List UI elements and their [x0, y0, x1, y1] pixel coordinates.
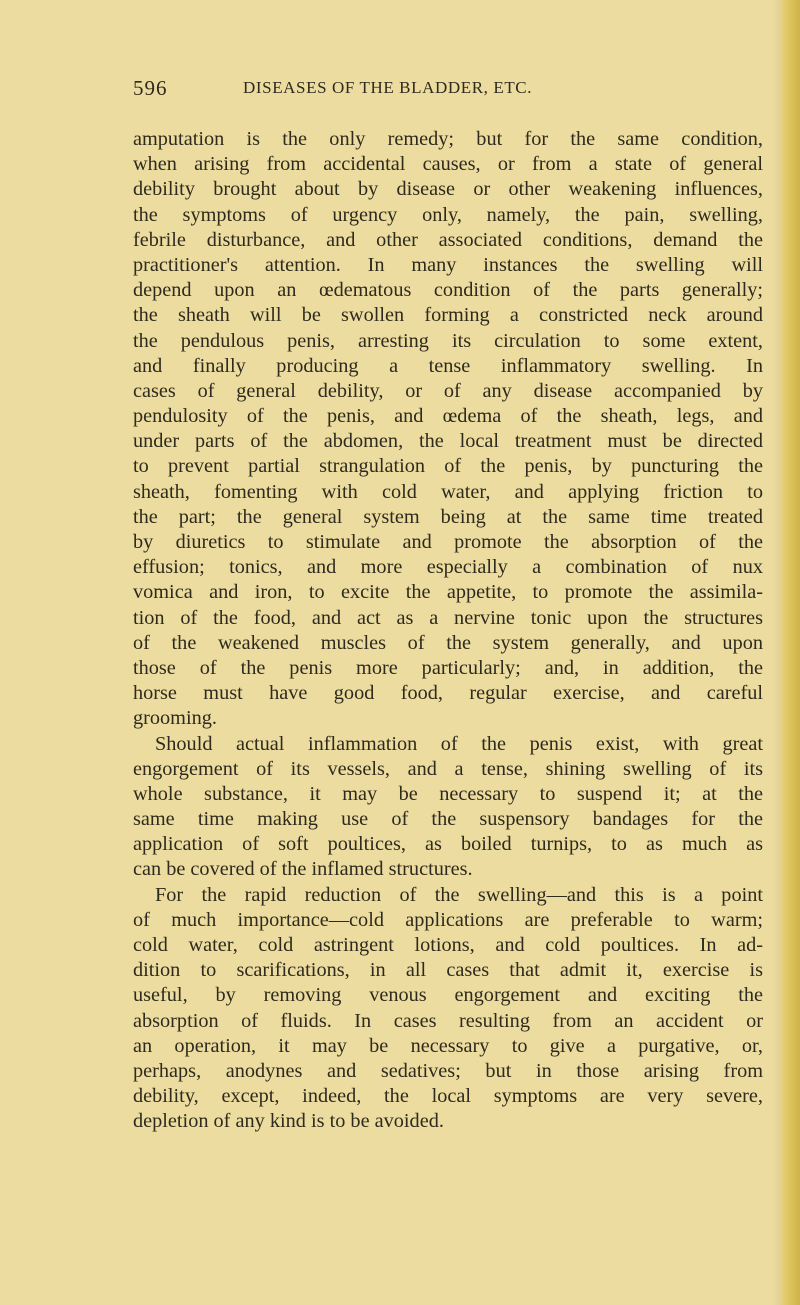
text-line: amputation is the only remedy; but for the same condition, [133, 128, 763, 150]
page-edge [782, 0, 800, 1305]
text-line: to prevent partial strangulation of the penis, by puncturing the [133, 455, 763, 478]
text-line: cases of general debility, or of any disease accompanied by [133, 379, 763, 402]
text-line: and finally producing a tense inflammatory swelling. In [133, 354, 763, 377]
text-line: same time making use of the suspensory bandages for the [133, 808, 763, 831]
text-line: vomica and iron, to excite the appetite, to promote the assimila- [133, 581, 763, 604]
text-line: those of the penis more particularly; and, in addition, the [133, 656, 763, 679]
text-line: an operation, it may be necessary to give a purgative, or, [133, 1034, 763, 1057]
text-line: effusion; tonics, and more especially a combination of nux [133, 556, 763, 579]
text-line: For the rapid reduction of the swelling—and this is a point [155, 883, 763, 906]
text-line: the symptoms of urgency only, namely, the pain, swelling, [133, 203, 763, 226]
text-line: by diuretics to stimulate and promote the absorption of the [133, 531, 763, 553]
text-line: absorption of fluids. In cases resulting from an accident or [133, 1009, 763, 1032]
paragraph [133, 883, 763, 1135]
text-line: can be covered of the inflamed structures. [133, 858, 473, 881]
text-line: pendulosity of the penis, and œdema of the sheath, legs, and [133, 405, 763, 428]
text-line: perhaps, anodynes and sedatives; but in those arising from [133, 1059, 763, 1082]
text-line: debility, except, indeed, the local symptoms are very severe, [133, 1085, 763, 1108]
text-line: depend upon an œdematous condition of the parts generally; [133, 279, 763, 302]
text-line: Should actual inflammation of the penis exist, with great [155, 732, 763, 755]
text-line: practitioner's attention. In many instances the swelling will [133, 253, 763, 276]
page-number: 596 [133, 76, 168, 100]
text-line: depletion of any kind is to be avoided. [133, 1110, 444, 1133]
text-line: sheath, fomenting with cold water, and applying friction to [133, 480, 763, 503]
text-line: febrile disturbance, and other associated conditions, demand the [133, 228, 763, 251]
text-line: dition to scarifications, in all cases that admit it, exercise is [133, 959, 763, 982]
paragraph [133, 127, 763, 732]
text-line: whole substance, it may be necessary to suspend it; at the [133, 782, 763, 805]
text-line: the part; the general system being at the same time treated [133, 505, 763, 528]
text-line: of much importance—cold applications are preferable to warm; [133, 908, 763, 931]
text-line: horse must have good food, regular exercise, and careful [133, 682, 763, 705]
text-line: tion of the food, and act as a nervine tonic upon the structures [133, 606, 763, 629]
text-line: debility brought about by disease or other weakening influences, [133, 178, 763, 201]
page-body [133, 127, 763, 1135]
text-line: application of soft poultices, as boiled turnips, to as much as [133, 833, 763, 856]
text-line: grooming. [133, 707, 217, 730]
paragraph [133, 732, 763, 883]
page-gutter-shadow [772, 0, 782, 1305]
text-line: of the weakened muscles of the system generally, and upon [133, 631, 763, 654]
text-line: when arising from accidental causes, or from a state of general [133, 153, 763, 176]
running-title: DISEASES OF THE BLADDER, ETC. [243, 78, 533, 97]
text-line: under parts of the abdomen, the local treatment must be directed [133, 430, 763, 453]
page-header [133, 76, 763, 102]
text-line: engorgement of its vessels, and a tense, shining swelling of its [133, 757, 763, 780]
text-line: cold water, cold astringent lotions, and cold poultices. In ad- [133, 934, 763, 956]
text-line: useful, by removing venous engorgement and exciting the [133, 984, 763, 1007]
text-line: the pendulous penis, arresting its circulation to some extent, [133, 329, 763, 352]
text-line: the sheath will be swollen forming a constricted neck around [133, 304, 763, 327]
